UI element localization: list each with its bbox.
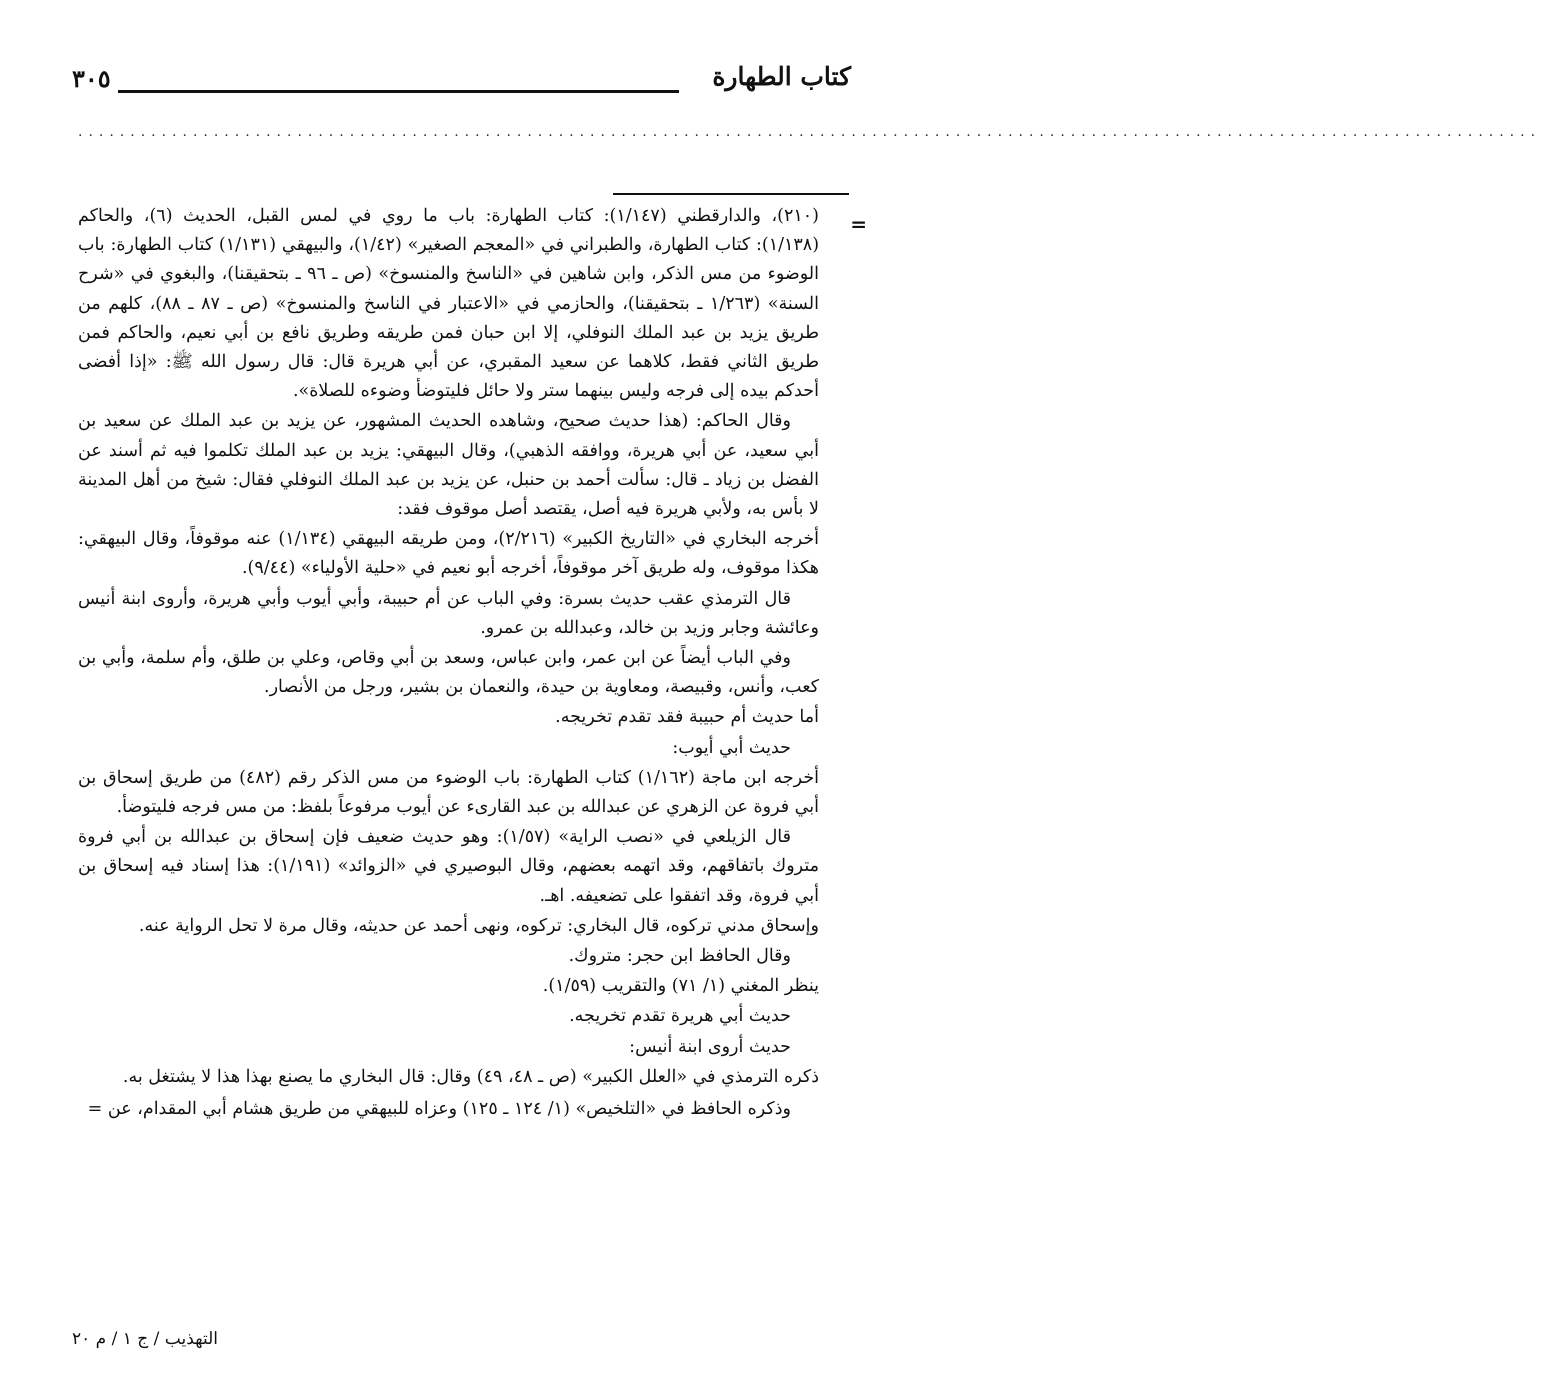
- paragraph: أخرجه ابن ماجة (١/١٦٢) كتاب الطهارة: باب الوضوء من مس الذكر رقم (٤٨٢) من طريق إسحاق بن أبي فروة عن الزهري عن عبدالله بن عبد القارىء عن أيوب مرفوعاً بلفظ: من مس فرجه فليتوضأ.: [78, 767, 819, 818]
- footnote-body: [78, 202, 819, 1125]
- running-header-title: كتاب الطهارة: [712, 62, 851, 91]
- paragraph: ذكره الترمذي في «العلل الكبير» (ص ـ ٤٨، ٤٩) وقال: قال البخاري ما يصنع بهذا هذا لا يشتغل به.: [122, 1066, 819, 1087]
- footnote-rule: [613, 193, 849, 195]
- continuation-mark: =: [850, 212, 867, 236]
- signature-footer: التهذيب / ج ١ / م ٢٠: [72, 1329, 219, 1349]
- paragraph: وفي الباب أيضاً عن ابن عمر، وابن عباس، وسعد بن أبي وقاص، وعلي بن طلق، وأم سلمة، وأبي بن كعب، وأنس، وقبيصة، ومعاوية بن حيدة، والنعمان بن بشير، ورجل من الأنصار.: [78, 648, 819, 698]
- paragraph: قال الزيلعي في «نصب الراية» (١/٥٧): وهو حديث ضعيف فإن إسحاق بن عبدالله بن أبي فروة متروك باتفاقهم، وقد اتهمه بعضهم، وقال البوصيري في «الزوائد» (١/١٩١): هذا إسناد فيه إسحاق بن أبي فروة، وقد اتفقوا على تضعيفه. اهـ.: [78, 827, 819, 906]
- paragraph: وقال الحافظ ابن حجر: متروك.: [568, 946, 791, 967]
- paragraph: ينظر المغني (١/ ٧١) والتقريب (١/٥٩).: [542, 976, 819, 997]
- paragraph: حديث أبي أيوب:: [672, 737, 791, 758]
- paragraph: (٢١٠)، والدارقطني (١/١٤٧): كتاب الطهارة: باب ما روي في لمس القبل، الحديث (٦)، والحاكم (١/١٣٨): كتاب الطهارة، والطبراني في «المعجم الصغير» (١/٤٢)، والبيهقي (١/١٣١) كتاب الطهارة: باب الوضوء من مس الذكر، وابن شاهين في «الناسخ والمنسوخ» (ص ـ ٩٦ ـ بتحقيقنا)، والبغوي في «شرح السنة» (١/٢٦٣ ـ بتحقيقنا)، والحازمي في «الاعتبار في الناسخ والمنسوخ» (ص ـ ٨٧ ـ ٨٨)، كلهم من طريق يزيد بن عبد الملك النوفلي، إلا ابن حبان فمن طريقه وطريق نافع بن أبي نعيم، والحاكم فمن طريق الثاني فقط، كلاهما عن سعيد المقبري، عن أبي هريرة قال: قال رسول الله ﷺ: «إذا أفضى أحدكم بيده إلى فرجه وليس بينهما ستر ولا حائل فليتوضأ وضوءه للصلاة».: [78, 206, 820, 402]
- paragraph: قال الترمذي عقب حديث بسرة: وفي الباب عن أم حبيبة، وأبي أيوب وأبي هريرة، وأروى ابنة أنيس وعائشة وجابر وزيد بن خالد، وعبدالله بن عمرو.: [78, 588, 819, 638]
- paragraph: حديث أروى ابنة أنيس:: [629, 1036, 791, 1057]
- dotted-separator: ............................................................................................................................................: [78, 124, 1541, 140]
- header-rule: [118, 90, 679, 93]
- paragraph: أما حديث أم حبيبة فقد تقدم تخريجه.: [555, 707, 819, 728]
- paragraph: حديث أبي هريرة تقدم تخريجه.: [569, 1006, 791, 1027]
- paragraph: أخرجه البخاري في «التاريخ الكبير» (٢/٢١٦)، ومن طريقه البيهقي (١/١٣٤) عنه موقوفاً، وقال البيهقي: هكذا موقوف، وله طريق آخر موقوفاً، أخرجه أبو نعيم في «حلية الأولياء» (٩/٤٤).: [78, 529, 820, 579]
- page-number: ٣٠٥: [72, 64, 111, 93]
- paragraph: وإسحاق مدني تركوه، قال البخاري: تركوه، ونهى أحمد عن حديثه، وقال مرة لا تحل الرواية عنه.: [138, 915, 819, 936]
- paragraph: وذكره الحافظ في «التلخيص» (١/ ١٢٤ ـ ١٢٥) وعزاه للبيهقي من طريق هشام أبي المقدام، عن =: [87, 1099, 791, 1120]
- paragraph: وقال الحاكم: (هذا حديث صحيح، وشاهده الحديث المشهور، عن يزيد بن عبد الملك عن سعيد بن أبي سعيد، عن أبي هريرة، ووافقه الذهبي)، وقال البيهقي: يزيد بن عبد الملك تكلموا فيه ثم أسند عن الفضل بن زياد ـ قال: سألت أحمد بن حنبل، عن يزيد بن عبد الملك النوفلي فقال: شيخ من أهل المدينة لا بأس به، ولأبي هريرة فيه أصل، يقتصد أصل موقوف فقد:: [78, 411, 819, 520]
